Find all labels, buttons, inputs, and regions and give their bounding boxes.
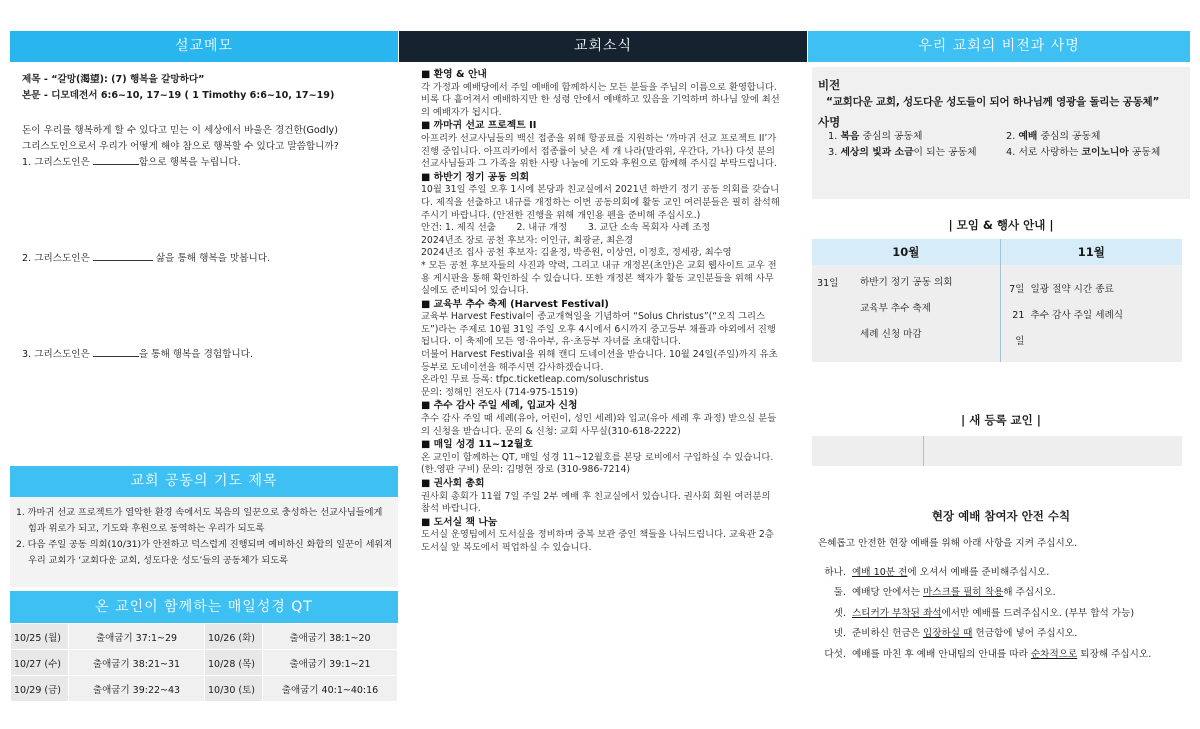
safety-text: 해 주십시오. [1003,587,1056,599]
safety-text: 헌금함에 넣어 주십시오. [972,628,1078,640]
news-header: 교회소식 [399,31,807,62]
mission-key: 복음 [840,131,860,142]
news-title: ■ 권사회 총회 [421,478,781,491]
safety-intro: 은혜롭고 안전한 현장 예배를 위해 아래 사항을 지켜 주십시오. [818,538,1078,549]
mission-item [1006,129,1196,145]
safety-emphasis: 입장하실 때 [922,628,973,640]
news-section [399,62,807,555]
q2-start: 2. 그리스도인은 [22,253,93,264]
news-body: 권사회 총회가 11월 7일 주일 2부 예배 후 친교실에서 있습니다. 권사회 회원 여러분의 참석 바랍니다. [421,490,771,515]
safety-emphasis: 순차적으로 [1030,648,1078,660]
q2-end: 삶을 통해 행복을 맛봅니다. [152,253,271,264]
event-item: 추수 감사 주일 세례식 [1030,310,1124,321]
table-row [812,239,1182,265]
news-body: 각 가정과 예배당에서 주일 예배에 함께하시는 모든 분들을 주님의 이름으로 환영합니다. 비록 다 흩어져서 예배하지만 한 성령 안에서 예배하고 있음을 기억하며 하나님 앞에 최선의 예배자가 됩시다. [421,81,780,118]
safety-emphasis: 마스크를 필히 착용 [922,587,1004,599]
answer-blank [93,347,139,357]
news-title: ■ 까마귀 선교 프로젝트 II [421,120,781,133]
safety-item [818,624,1190,645]
news-extra: 온라인 무료 등록: tfpc.ticketleap.com/soluschristus [421,374,649,386]
safety-key: 넷. [833,628,846,640]
safety-text: 에 오셔서 예배를 준비해주십시오. [907,566,1050,578]
table-row [11,676,398,702]
vision-label: 비전 [818,78,841,92]
mission-key: 세상의 빛과 소금 [840,147,914,158]
event-item: 교육부 추수 축제 [860,303,931,314]
table-row [11,650,398,676]
q3-start: 3. 그리스도인은 [22,349,93,360]
mission-label: 사명 [818,115,841,129]
news-extra: 2024년조 집사 공천 후보자: 김윤정, 박종원, 이상연, 이정호, 정세광, 최수영 [421,247,732,259]
new-members-cell [812,436,924,466]
qt-section [10,591,398,702]
news-title: ■ 환영 & 안내 [421,69,781,82]
qt-date: 10/26 (화) [205,624,263,650]
mission-num: 1. [828,131,841,142]
mission-item [828,145,1006,161]
safety-text: 퇴장해 주십시오. [1077,648,1152,660]
oct-header: 10월 [812,239,1000,265]
answer-blank [93,251,153,261]
safety-text: 준비하신 헌금은 [852,628,923,640]
sermon-text: 본문 - 디모데전서 6:6~10, 17~19 ( 1 Timothy 6:6~10, 17~19) [22,90,335,101]
qt-date: 10/30 (토) [205,676,263,702]
mission-rest: 이 되는 공동체 [913,147,977,158]
prayer-section [10,466,398,587]
sermon-intro-2: 그리스도인으로서 우리가 어떻게 해야 참으로 행복할 수 있다고 말씀합니까? [22,141,339,152]
question-3 [22,347,396,363]
qt-date: 10/29 (금) [11,676,69,702]
safety-key: 다섯. [824,648,846,660]
answer-blank [93,155,139,165]
question-1 [22,155,396,171]
mission-list [818,129,1184,161]
event-day: 7일 [1009,284,1025,295]
prayer-item: 2. 다음 주일 공동 의회(10/31)가 안전하고 덕스럽게 진행되며 예비하신 화합의 일꾼이 세워져 우리 교회가 ‘교회다운 교회, 성도다운 성도’들의 공동체가 되도록 [16,539,393,566]
mission-rest: 중심의 공동체 [859,131,923,142]
vision-header: 우리 교회의 비전과 사명 [808,31,1190,62]
table-row [11,624,398,650]
qt-date: 10/25 (월) [11,624,69,650]
vision-section [812,62,1190,666]
news-body: 온 교인이 함께하는 QT, 매일 성경 11~12월호를 본당 로비에서 구입하실 수 있습니다.(한.영판 구비) 문의: 김명현 장로 (310-986-7214) [421,451,774,476]
sermon-intro-1: 돈이 우리를 행복하게 할 수 있다고 믿는 이 세상에서 바울은 경건한(Godly) [22,125,338,136]
prayer-item: 1. 까마귀 선교 프로젝트가 열악한 환경 속에서도 복음의 일꾼으로 충성하는 선교사님들에게 힘과 위로가 되고, 기도와 후원으로 동역하는 우리가 되도록 [16,507,383,534]
event-item: 일광 절약 시간 종료 [1030,284,1114,295]
news-body: 아프리카 선교사님들의 백신 접종을 위해 항공료를 지원하는 ‘까마귀 선교 프로젝트 II’가 진행 중입니다. 아프리카에서 접종률이 낮은 세 개 나라(말라위, 우간다, 가나) 다섯 분의 선교사님들과 그 가족을 위한 사랑 나눔에 기도와 후원으로 함께해 주시길 부탁드립니다. [421,132,777,170]
event-item: 세례 신청 마감 [860,329,922,340]
sermon-header: 설교메모 [10,31,398,62]
event-row [1001,303,1183,355]
safety-key: 둘. [833,587,846,599]
event-day: 31일 [817,278,839,289]
safety-title: 현장 예배 참여자 안전 수칙 [931,509,1071,523]
mission-rest: 중심의 공동체 [1037,131,1101,142]
mission-key: 코이노니아 [1081,147,1129,158]
news-extra: 2024년조 장로 공천 후보자: 이인규, 최광균, 최은경 [421,234,634,246]
event-day: 21일 [1012,310,1025,347]
mission-num: 3. [828,147,841,158]
mission-key: 예배 [1018,131,1038,142]
mission-num: 4. 서로 사랑하는 [1006,147,1082,158]
news-body: 10월 31일 주일 오후 1시에 본당과 친교실에서 2021년 하반기 정기 공동 의회를 갖습니다. 제직을 선출하고 내규를 개정하는 이번 공동의회에 활동 교인 여러분들은 필히 참석해 주시기 바랍니다. (안전한 진행을 위해 개인용 펜을 준비해 주십시오.) [421,184,780,221]
qt-passage: 출애굽기 38:1~20 [263,624,398,650]
qt-date: 10/28 (목) [205,650,263,676]
safety-item [818,645,1190,666]
qt-table [10,623,398,702]
nov-header: 11월 [1000,239,1182,265]
question-2 [22,251,396,267]
mission-num: 2. [1006,131,1019,142]
news-extra: 문의: 정해인 전도사 (714-975-1519) [421,386,578,398]
new-members-box [812,436,1182,466]
news-title: ■ 하반기 정기 공동 의회 [421,172,781,185]
safety-item [818,604,1190,625]
sermon-title: 제목 - “갈망(渴望): (7) 행복을 갈망하다” [22,74,205,85]
q1-end: 함으로 행복을 누립니다. [138,157,241,168]
vision-text: “교회다운 교회, 성도다운 성도들이 되어 하나님께 영광을 돌리는 공동체” [826,96,1160,108]
nov-cell [1000,265,1182,362]
q3-end: 을 통해 행복을 경험합니다. [138,349,254,360]
safety-text: 예배당 안에서는 [852,587,923,599]
safety-item [818,563,1190,584]
safety-emphasis: 스티커가 부착된 좌석 [852,607,942,619]
mission-rest: 공동체 [1128,147,1161,158]
safety-key: 셋. [833,607,846,619]
events-title: | 모임 & 행사 안내 | [948,218,1054,232]
safety-text: 예배를 마친 후 예배 안내팀의 안내를 따라 [852,648,1031,660]
safety-emphasis: 예배 10분 전 [852,566,908,578]
oct-cell [812,265,1000,362]
news-title: ■ 매일 성경 11~12월호 [421,439,781,452]
qt-header: 온 교인이 함께하는 매일성경 QT [10,591,398,623]
news-title: ■ 도서실 책 나눔 [421,517,781,530]
event-item: 하반기 정기 공동 의회 [860,277,953,288]
qt-passage: 출애굽기 39:1~21 [263,650,398,676]
event-row [1001,277,1183,303]
prayer-header: 교회 공동의 기도 제목 [10,466,398,497]
safety-key: 하나. [824,566,846,578]
qt-passage: 출애굽기 38:21~31 [69,650,205,676]
news-title: ■ 추수 감사 주일 세례, 입교자 신청 [421,400,781,413]
news-body: 추수 감사 주일 때 세례(유아, 어린이, 성인 세례)와 입교(유아 세례 후 과정) 받으실 분들의 신청을 받습니다. 문의 & 신청: 교회 사무실(310-618-2222) [421,413,777,437]
news-extra: * 모든 공천 후보자들의 사진과 약력, 그리고 내규 개정본(초안)은 교회 웹사이트 교우 전용 게시판을 통해 확인하실 수 있습니다. 또한 개정본 책자가 활동 교인분들을 위해 사무실에도 준비되어 있습니다. [421,259,777,297]
news-body: 도서실 운영팀에서 도서실을 정비하며 중복 보관 중인 책들을 나눠드립니다. 교육관 2층 도서실 앞 복도에서 픽업하실 수 있습니다. [421,529,774,553]
news-body: 교육부 Harvest Festival이 종교개혁일을 기념하여 “Solus Christus”(“오직 그리스도”)라는 주제로 10월 31일 주일 오후 4시에서 6시까지 중고등부 채플과 야외에서 진행됩니다. 이 축제에 모든 영·유아부, 유·초등부 자녀를 초대합니다. [421,311,776,348]
safety-item [818,583,1190,604]
news-title: ■ 교육부 추수 축제 (Harvest Festival) [421,299,781,312]
events-table [812,239,1182,362]
qt-passage: 출애굽기 39:22~43 [69,676,205,702]
safety-text: 에서만 예배를 드려주십시오. (부부 합석 가능) [941,607,1135,619]
news-extra: 더불어 Harvest Festival을 위해 캔디 도네이션을 받습니다. 10월 24일(주일)까지 유초등부로 도네이션을 해주시면 감사하겠습니다. [421,349,778,373]
news-extra: 안건: 1. 제직 선출 2. 내규 개정 3. 교단 소속 목회자 사례 조정 [421,222,711,234]
safety-rules [812,534,1190,666]
new-members-title: | 새 등록 교인 | [961,413,1041,427]
mission-item [1006,145,1196,161]
qt-date: 10/27 (수) [11,650,69,676]
q1-start: 1. 그리스도인은 [22,157,93,168]
table-row [812,265,1182,362]
mission-item [828,129,1006,145]
sermon-memo [10,62,398,363]
qt-passage: 출애굽기 37:1~29 [69,624,205,650]
qt-passage: 출애굽기 40:1~40:16 [263,676,398,702]
